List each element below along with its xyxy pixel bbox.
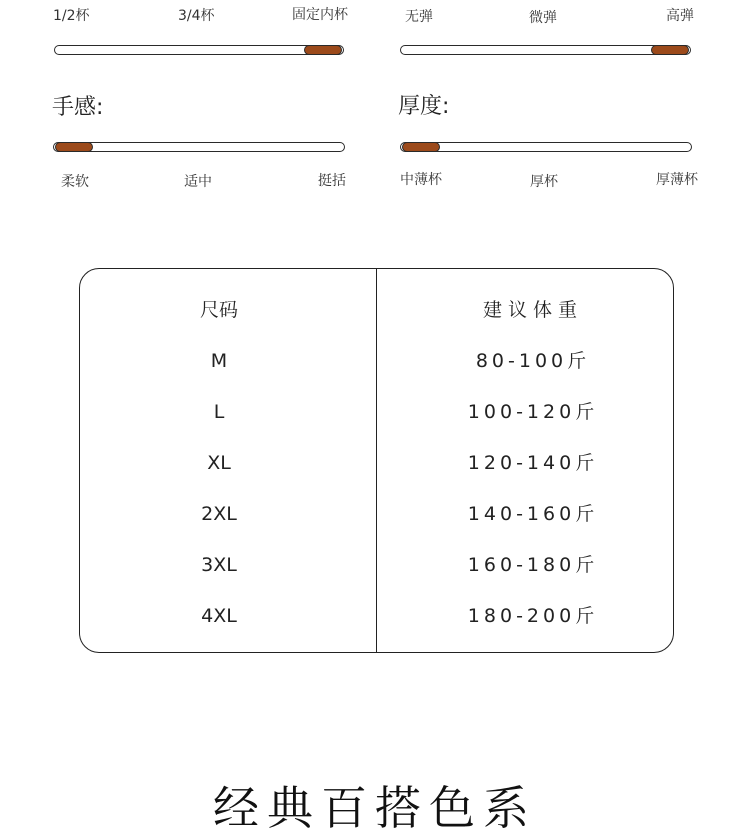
stretch-label-none: 无弹 [405,9,433,25]
table-column-divider [376,269,377,652]
header-size: 尺码 [199,299,239,321]
feel-slider-indicator[interactable] [55,142,93,152]
thickness-slider-indicator[interactable] [402,142,440,152]
stretch-label-high: 高弹 [666,8,694,24]
weight-cell: 140-160斤 [467,503,599,525]
size-weight-table [79,268,674,653]
size-cell: L [213,401,225,423]
stretch-slider-indicator[interactable] [651,45,689,55]
thickness-slider-track[interactable] [400,142,692,152]
thickness-label-mid-thin: 中薄杯 [400,172,442,188]
cup-slider-track[interactable] [54,45,344,55]
feel-label-soft: 柔软 [61,174,89,190]
size-cell: 2XL [201,503,237,525]
header-weight: 建议体重 [482,299,584,321]
section-title: 经典百搭色系 [213,781,537,835]
thickness-label-thick-thin: 厚薄杯 [656,172,698,188]
weight-cell: 180-200斤 [467,605,599,627]
weight-cell: 160-180斤 [467,554,599,576]
stretch-slider-track[interactable] [400,45,691,55]
feel-label-stiff: 挺括 [318,173,346,189]
cup-label-fixed: 固定内杯 [292,7,348,23]
weight-cell: 80-100斤 [475,350,591,372]
size-cell: 4XL [201,605,237,627]
size-cell: 3XL [201,554,237,576]
size-cell: M [210,350,228,372]
size-cell: XL [207,452,231,474]
cup-label-half: 1/2杯 [53,8,90,24]
thickness-label-thick: 厚杯 [530,174,558,190]
weight-cell: 120-140斤 [467,452,599,474]
stretch-label-slight: 微弹 [529,10,557,26]
cup-slider-indicator[interactable] [304,45,342,55]
cup-label-three-quarter: 3/4杯 [178,8,215,24]
feel-slider-track[interactable] [53,142,345,152]
feel-heading: 手感: [52,95,104,120]
feel-label-medium: 适中 [184,174,212,190]
weight-cell: 100-120斤 [467,401,599,423]
thickness-heading: 厚度: [398,94,450,119]
